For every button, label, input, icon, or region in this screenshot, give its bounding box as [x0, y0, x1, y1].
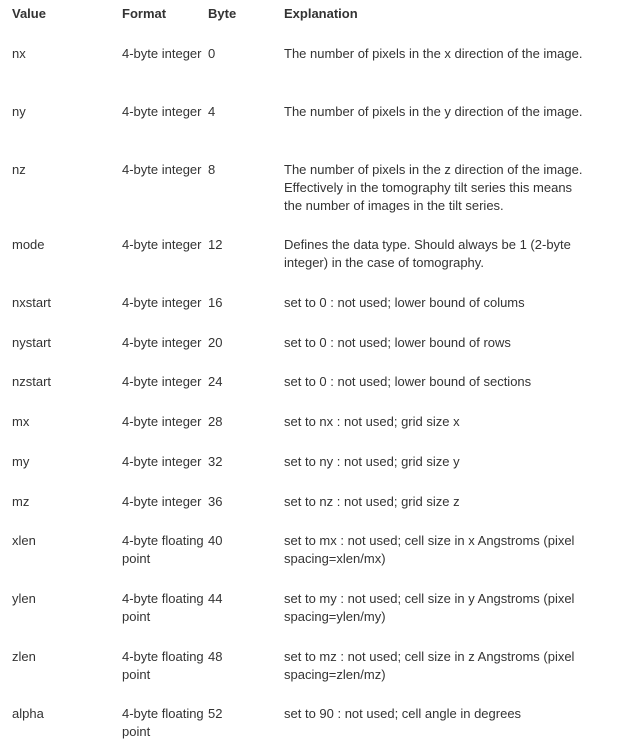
cell-byte: 48	[208, 649, 223, 664]
cell-explanation: set to ny : not used; grid size y	[284, 454, 460, 469]
header-byte: Byte	[208, 6, 237, 21]
cell-value: ylen	[12, 591, 36, 606]
cell-format: 4-byte integer	[122, 295, 202, 310]
cell-explanation: set to 0 : not used; lower bound of sections	[284, 374, 532, 389]
header-format: Format	[122, 6, 167, 21]
cell-value: xlen	[12, 533, 36, 548]
cell-value: ny	[12, 104, 26, 119]
cell-byte: 8	[208, 162, 216, 177]
cell-byte: 28	[208, 414, 223, 429]
cell-byte: 24	[208, 374, 223, 389]
cell-value: nystart	[12, 335, 52, 350]
cell-value: nzstart	[12, 374, 52, 389]
cell-format: 4-byte floating point	[122, 649, 204, 682]
cell-format: 4-byte integer	[122, 414, 202, 429]
cell-format: 4-byte integer	[122, 335, 202, 350]
cell-explanation: set to nz : not used; grid size z	[284, 494, 460, 509]
cell-byte: 52	[208, 706, 223, 721]
cell-value: mode	[12, 237, 45, 252]
cell-format: 4-byte integer	[122, 237, 202, 252]
cell-explanation: set to my : not used; cell size in y Angstroms (pixel spacing=ylen/my)	[284, 591, 575, 624]
cell-format: 4-byte integer	[122, 454, 202, 469]
cell-format: 4-byte integer	[122, 46, 202, 61]
cell-format: 4-byte integer	[122, 374, 202, 389]
cell-explanation: The number of pixels in the y direction of the image.	[284, 104, 583, 119]
cell-format: 4-byte integer	[122, 494, 202, 509]
cell-explanation: set to mz : not used; cell size in z Angstroms (pixel spacing=zlen/mz)	[284, 649, 575, 682]
cell-value: nz	[12, 162, 26, 177]
cell-format: 4-byte floating point	[122, 706, 204, 739]
cell-byte: 4	[208, 104, 216, 119]
cell-byte: 40	[208, 533, 223, 548]
cell-explanation: The number of pixels in the z direction of the image. Effectively in the tomography tilt series this means the number of images in the tilt series.	[284, 162, 583, 213]
cell-explanation: Defines the data type. Should always be 1 (2-byte integer) in the case of tomography.	[284, 237, 571, 270]
cell-byte: 20	[208, 335, 223, 350]
cell-explanation: set to 90 : not used; cell angle in degrees	[284, 706, 522, 721]
cell-byte: 0	[208, 46, 216, 61]
cell-explanation: set to nx : not used; grid size x	[284, 414, 460, 429]
cell-byte: 44	[208, 591, 223, 606]
cell-value: zlen	[12, 649, 36, 664]
cell-format: 4-byte floating point	[122, 533, 204, 566]
cell-byte: 12	[208, 237, 223, 252]
header-value: Value	[12, 6, 46, 21]
cell-value: alpha	[12, 706, 44, 721]
cell-format: 4-byte floating point	[122, 591, 204, 624]
cell-value: nx	[12, 46, 26, 61]
cell-byte: 32	[208, 454, 223, 469]
cell-explanation: set to 0 : not used; lower bound of rows	[284, 335, 511, 350]
cell-value: mz	[12, 494, 30, 509]
cell-byte: 36	[208, 494, 223, 509]
cell-value: mx	[12, 414, 30, 429]
cell-value: nxstart	[12, 295, 52, 310]
cell-value: my	[12, 454, 30, 469]
cell-explanation: set to mx : not used; cell size in x Angstroms (pixel spacing=xlen/mx)	[284, 533, 575, 566]
cell-format: 4-byte integer	[122, 162, 202, 177]
cell-explanation: set to 0 : not used; lower bound of colums	[284, 295, 525, 310]
header-explanation: Explanation	[284, 6, 358, 21]
cell-byte: 16	[208, 295, 223, 310]
cell-explanation: The number of pixels in the x direction of the image.	[284, 46, 583, 61]
cell-format: 4-byte integer	[122, 104, 202, 119]
